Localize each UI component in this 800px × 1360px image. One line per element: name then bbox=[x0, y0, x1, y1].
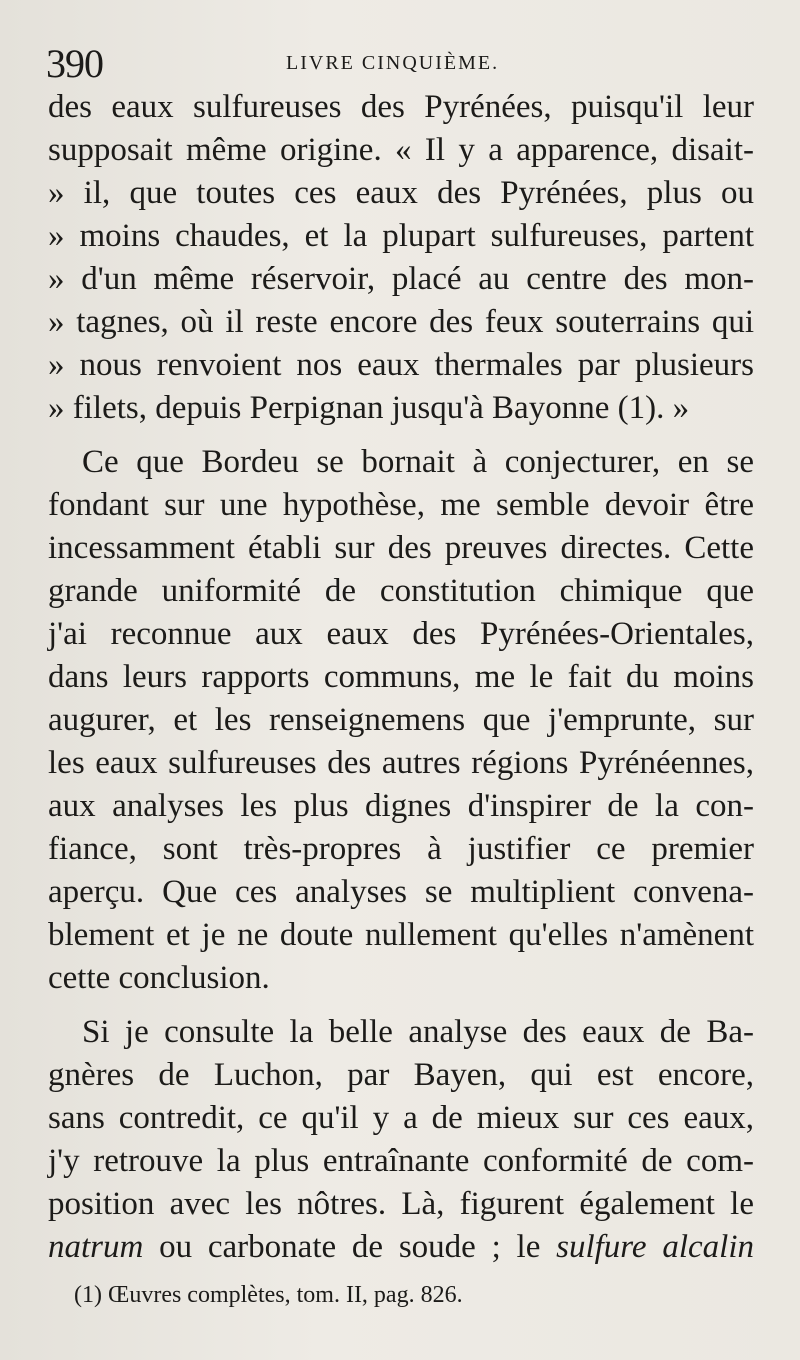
text-line: des eaux sulfureuses des Pyrénées, puisqu'il leur bbox=[48, 89, 754, 125]
text-line: Ce que Bordeu se bornait à conjecturer, en se bbox=[82, 444, 754, 480]
text-line: j'ai reconnue aux eaux des Pyrénées-Orientales, bbox=[48, 616, 754, 652]
text-line: incessamment établi sur des preuves directes. Cette bbox=[48, 530, 754, 566]
running-title: LIVRE CINQUIÈME. bbox=[286, 52, 500, 74]
body-text bbox=[48, 86, 754, 1269]
text-line: grande uniformité de constitution chimique que bbox=[48, 573, 754, 609]
text-line: augurer, et les renseignemens que j'emprunte, sur bbox=[48, 702, 754, 738]
text-line: fiance, sont très-propres à justifier ce premier bbox=[48, 831, 754, 867]
text-line: les eaux sulfureuses des autres régions Pyrénéennes, bbox=[48, 745, 754, 781]
text-line: dans leurs rapports communs, me le fait du moins bbox=[48, 659, 754, 695]
text-line: » filets, depuis Perpignan jusqu'à Bayonne (1). » bbox=[48, 390, 690, 426]
page-header bbox=[46, 40, 766, 86]
text-line-mixed bbox=[48, 1226, 754, 1269]
text-fragment: ou carbonate de soude ; le bbox=[143, 1229, 557, 1265]
text-line: » nous renvoient nos eaux thermales par plusieurs bbox=[48, 347, 754, 383]
page-number: 390 bbox=[46, 41, 103, 86]
text-line: » moins chaudes, et la plupart sulfureuses, partent bbox=[48, 218, 754, 254]
text-line: aperçu. Que ces analyses se multiplient convena- bbox=[48, 874, 754, 910]
text-line: » il, que toutes ces eaux des Pyrénées, plus ou bbox=[48, 175, 754, 211]
paragraph-1 bbox=[48, 86, 754, 430]
italic-term: sulfure alcalin bbox=[556, 1229, 754, 1265]
text-line: aux analyses les plus dignes d'inspirer de la con- bbox=[48, 788, 754, 824]
text-line: » tagnes, où il reste encore des feux souterrains qui bbox=[48, 304, 754, 340]
text-line: » d'un même réservoir, placé au centre des mon- bbox=[48, 261, 754, 297]
text-line: position avec les nôtres. Là, figurent également le bbox=[48, 1186, 754, 1222]
text-line: j'y retrouve la plus entraînante conformité de com- bbox=[48, 1143, 754, 1179]
text-line: gnères de Luchon, par Bayen, qui est encore, bbox=[48, 1057, 754, 1093]
text-line: Si je consulte la belle analyse des eaux de Ba- bbox=[82, 1014, 754, 1050]
text-line: blement et je ne doute nullement qu'elles n'amènent bbox=[48, 917, 754, 953]
paragraph-2 bbox=[48, 441, 754, 1000]
footnote: (1) Œuvres complètes, tom. II, pag. 826. bbox=[74, 1282, 463, 1308]
italic-term: natrum bbox=[48, 1229, 144, 1265]
text-line: fondant sur une hypothèse, me semble devoir être bbox=[48, 487, 754, 523]
text-line: sans contredit, ce qu'il y a de mieux sur ces eaux, bbox=[48, 1100, 754, 1136]
text-line: supposait même origine. « Il y a apparence, disait- bbox=[48, 132, 754, 168]
paragraph-3 bbox=[48, 1011, 754, 1269]
text-line: cette conclusion. bbox=[48, 960, 270, 996]
